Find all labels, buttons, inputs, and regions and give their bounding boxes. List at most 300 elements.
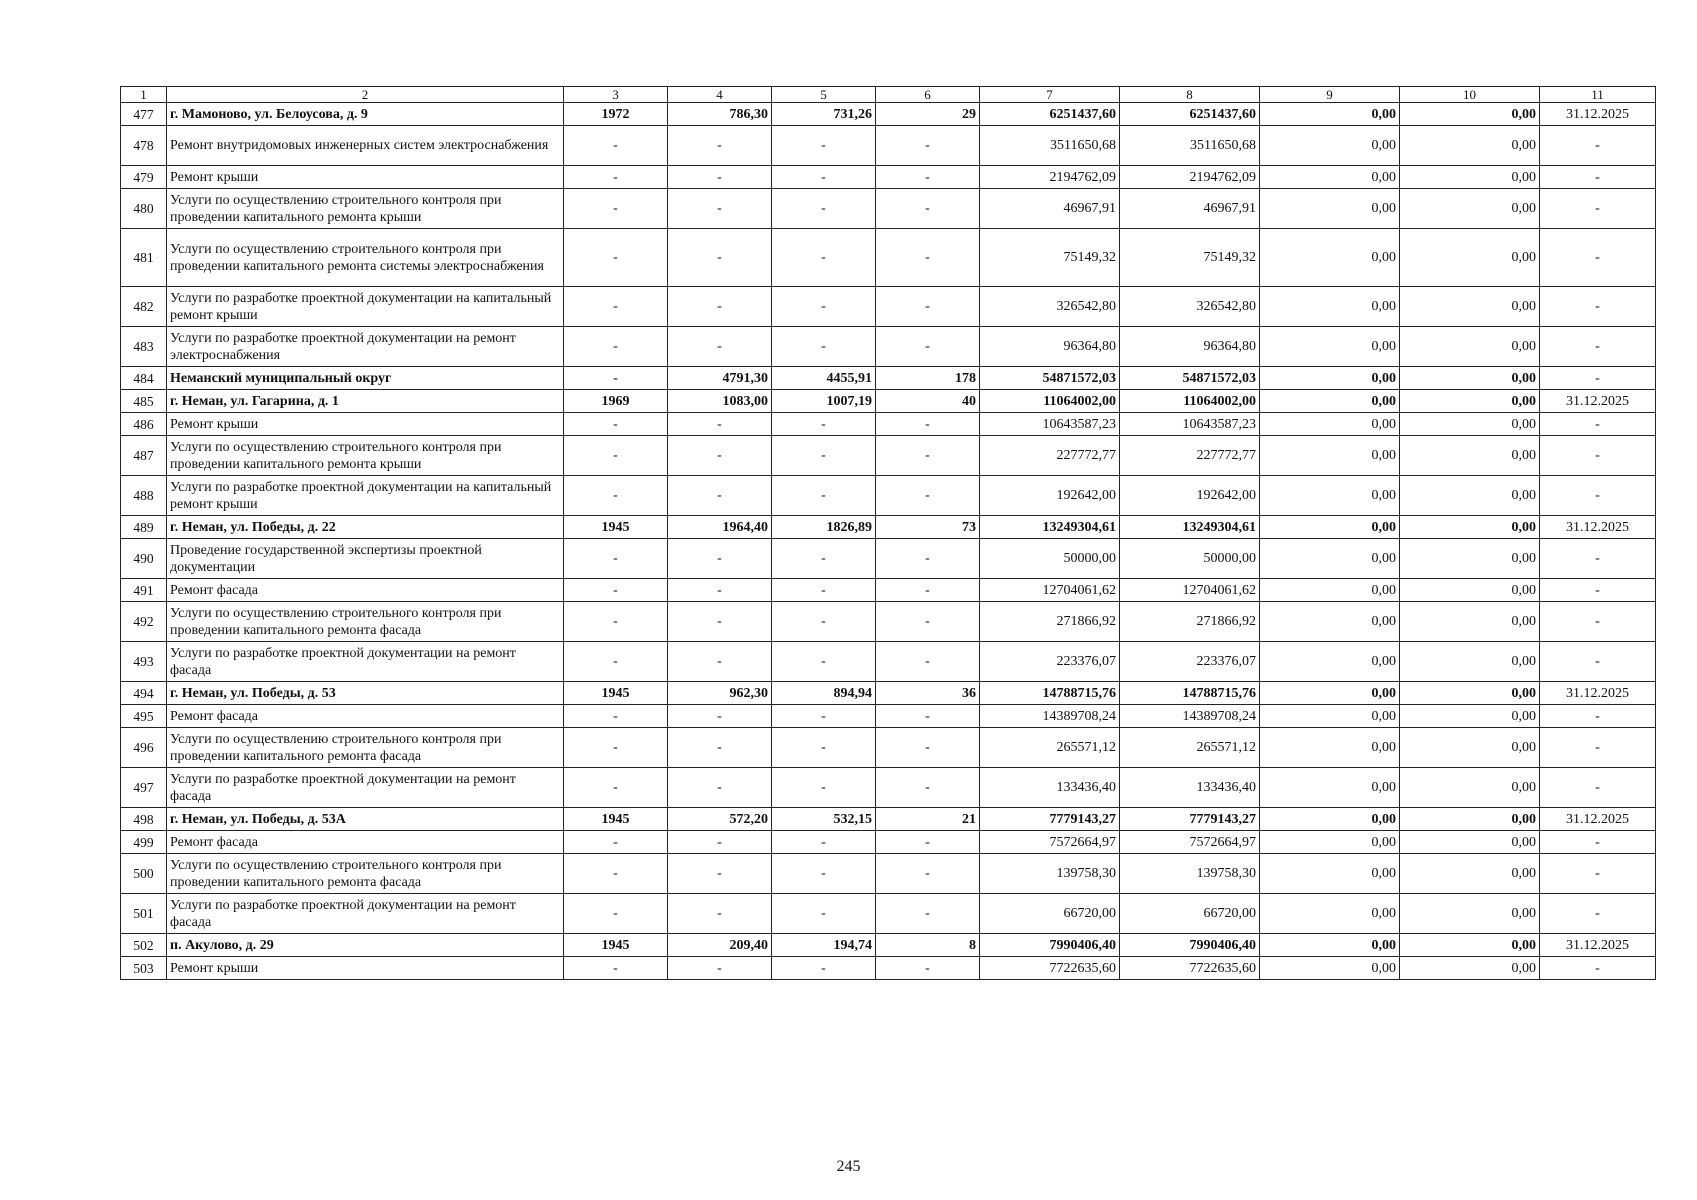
cell-col5: 4455,91 [772,367,876,390]
cell-col8: 13249304,61 [1120,516,1260,539]
item-name: Ремонт крыши [167,413,564,436]
cell-col5: - [772,642,876,682]
cell-col3: - [564,166,668,189]
cell-col4: - [668,642,772,682]
cell-col7: 7572664,97 [980,831,1120,854]
row-number: 500 [121,854,167,894]
cell-col11: - [1540,705,1656,728]
cell-col10: 0,00 [1400,516,1540,539]
cell-col3: - [564,413,668,436]
item-name: Ремонт крыши [167,166,564,189]
cell-col7: 14788715,76 [980,682,1120,705]
item-name: Услуги по осуществлению строительного контроля при проведении капитального ремонта системы электроснабжения [167,229,564,287]
cell-col11: 31.12.2025 [1540,682,1656,705]
row-number: 497 [121,768,167,808]
table-row [121,390,1656,413]
cell-col3: - [564,768,668,808]
cell-col9: 0,00 [1260,579,1400,602]
cell-col4: - [668,327,772,367]
cell-col4: 1083,00 [668,390,772,413]
cell-col10: 0,00 [1400,189,1540,229]
cell-col10: 0,00 [1400,808,1540,831]
cell-col3: 1945 [564,682,668,705]
cell-col4: - [668,413,772,436]
cell-col5: - [772,768,876,808]
item-name: Услуги по осуществлению строительного контроля при проведении капитального ремонта крыши [167,436,564,476]
cell-col4: - [668,894,772,934]
cell-col11: - [1540,768,1656,808]
cell-col9: 0,00 [1260,327,1400,367]
cell-col8: 7990406,40 [1120,934,1260,957]
cell-col7: 54871572,03 [980,367,1120,390]
cell-col9: 0,00 [1260,808,1400,831]
cell-col7: 271866,92 [980,602,1120,642]
cell-col11: - [1540,728,1656,768]
cell-col10: 0,00 [1400,957,1540,980]
table-row [121,894,1656,934]
table-row [121,831,1656,854]
cell-col3: - [564,957,668,980]
row-number: 499 [121,831,167,854]
cell-col11: 31.12.2025 [1540,390,1656,413]
cell-col10: 0,00 [1400,413,1540,436]
cell-col9: 0,00 [1260,539,1400,579]
cell-col6: - [876,189,980,229]
cell-col5: 194,74 [772,934,876,957]
column-header: 2 [167,87,564,103]
cell-col6: 40 [876,390,980,413]
cell-col4: 572,20 [668,808,772,831]
page-number: 245 [836,1158,861,1175]
cell-col3: - [564,229,668,287]
cell-col6: - [876,894,980,934]
cell-col4: - [668,602,772,642]
cell-col11: - [1540,126,1656,166]
cell-col9: 0,00 [1260,894,1400,934]
table-row [121,957,1656,980]
cell-col6: - [876,728,980,768]
table-row [121,367,1656,390]
cell-col9: 0,00 [1260,287,1400,327]
cell-col5: 532,15 [772,808,876,831]
cell-col5: - [772,476,876,516]
cell-col4: - [668,579,772,602]
cell-col11: - [1540,367,1656,390]
repair-program-table [120,86,1656,980]
cell-col7: 46967,91 [980,189,1120,229]
table-row [121,705,1656,728]
cell-col7: 7779143,27 [980,808,1120,831]
cell-col4: - [668,768,772,808]
cell-col10: 0,00 [1400,103,1540,126]
cell-col8: 7722635,60 [1120,957,1260,980]
row-number: 485 [121,390,167,413]
item-name: Услуги по разработке проектной документации на ремонт фасада [167,894,564,934]
cell-col10: 0,00 [1400,166,1540,189]
cell-col7: 326542,80 [980,287,1120,327]
row-number: 489 [121,516,167,539]
cell-col7: 12704061,62 [980,579,1120,602]
cell-col5: - [772,166,876,189]
column-header: 11 [1540,87,1656,103]
cell-col5: - [772,287,876,327]
cell-col4: - [668,539,772,579]
cell-col9: 0,00 [1260,642,1400,682]
cell-col7: 3511650,68 [980,126,1120,166]
cell-col3: - [564,894,668,934]
cell-col5: - [772,436,876,476]
cell-col11: - [1540,894,1656,934]
cell-col6: - [876,327,980,367]
cell-col8: 7572664,97 [1120,831,1260,854]
item-name: г. Неман, ул. Победы, д. 22 [167,516,564,539]
row-number: 501 [121,894,167,934]
cell-col10: 0,00 [1400,894,1540,934]
cell-col7: 66720,00 [980,894,1120,934]
item-name: г. Неман, ул. Победы, д. 53 [167,682,564,705]
cell-col8: 54871572,03 [1120,367,1260,390]
cell-col10: 0,00 [1400,682,1540,705]
cell-col11: 31.12.2025 [1540,103,1656,126]
cell-col4: 786,30 [668,103,772,126]
cell-col3: - [564,287,668,327]
cell-col6: - [876,476,980,516]
cell-col7: 6251437,60 [980,103,1120,126]
cell-col4: - [668,957,772,980]
row-number: 479 [121,166,167,189]
cell-col11: - [1540,229,1656,287]
cell-col7: 192642,00 [980,476,1120,516]
cell-col3: 1945 [564,808,668,831]
cell-col9: 0,00 [1260,166,1400,189]
cell-col9: 0,00 [1260,957,1400,980]
cell-col10: 0,00 [1400,287,1540,327]
cell-col6: 8 [876,934,980,957]
cell-col10: 0,00 [1400,476,1540,516]
cell-col8: 271866,92 [1120,602,1260,642]
table-body [121,87,1656,980]
cell-col10: 0,00 [1400,642,1540,682]
cell-col10: 0,00 [1400,367,1540,390]
cell-col11: - [1540,476,1656,516]
cell-col8: 66720,00 [1120,894,1260,934]
cell-col11: 31.12.2025 [1540,516,1656,539]
cell-col4: - [668,705,772,728]
cell-col4: - [668,831,772,854]
table-row [121,602,1656,642]
cell-col10: 0,00 [1400,705,1540,728]
item-name: Проведение государственной экспертизы проектной документации [167,539,564,579]
cell-col9: 0,00 [1260,705,1400,728]
table-row [121,126,1656,166]
cell-col11: 31.12.2025 [1540,934,1656,957]
cell-col4: 962,30 [668,682,772,705]
cell-col5: 731,26 [772,103,876,126]
column-header: 10 [1400,87,1540,103]
row-number: 491 [121,579,167,602]
cell-col7: 139758,30 [980,854,1120,894]
cell-col3: - [564,579,668,602]
cell-col5: 894,94 [772,682,876,705]
row-number: 498 [121,808,167,831]
row-number: 480 [121,189,167,229]
cell-col6: - [876,229,980,287]
cell-col11: - [1540,854,1656,894]
cell-col6: - [876,413,980,436]
cell-col7: 7990406,40 [980,934,1120,957]
cell-col7: 10643587,23 [980,413,1120,436]
cell-col10: 0,00 [1400,126,1540,166]
cell-col5: - [772,602,876,642]
cell-col3: - [564,854,668,894]
table-row [121,934,1656,957]
cell-col9: 0,00 [1260,728,1400,768]
row-number: 494 [121,682,167,705]
cell-col6: - [876,436,980,476]
cell-col9: 0,00 [1260,516,1400,539]
cell-col5: - [772,854,876,894]
row-number: 487 [121,436,167,476]
cell-col7: 13249304,61 [980,516,1120,539]
item-name: Ремонт крыши [167,957,564,980]
cell-col11: - [1540,413,1656,436]
column-header: 1 [121,87,167,103]
cell-col6: 73 [876,516,980,539]
cell-col3: 1969 [564,390,668,413]
cell-col6: - [876,166,980,189]
row-number: 492 [121,602,167,642]
cell-col9: 0,00 [1260,126,1400,166]
cell-col5: - [772,413,876,436]
cell-col9: 0,00 [1260,103,1400,126]
cell-col6: - [876,579,980,602]
row-number: 481 [121,229,167,287]
cell-col8: 223376,07 [1120,642,1260,682]
table-row [121,287,1656,327]
cell-col8: 6251437,60 [1120,103,1260,126]
cell-col8: 75149,32 [1120,229,1260,287]
cell-col3: - [564,602,668,642]
cell-col3: - [564,189,668,229]
cell-col7: 96364,80 [980,327,1120,367]
cell-col7: 7722635,60 [980,957,1120,980]
cell-col7: 227772,77 [980,436,1120,476]
cell-col11: - [1540,579,1656,602]
cell-col9: 0,00 [1260,854,1400,894]
cell-col6: 36 [876,682,980,705]
cell-col5: - [772,327,876,367]
cell-col5: - [772,728,876,768]
cell-col10: 0,00 [1400,934,1540,957]
table-row [121,166,1656,189]
cell-col3: - [564,476,668,516]
cell-col4: - [668,166,772,189]
cell-col8: 10643587,23 [1120,413,1260,436]
cell-col8: 11064002,00 [1120,390,1260,413]
table-row [121,808,1656,831]
cell-col5: 1007,19 [772,390,876,413]
table-row [121,436,1656,476]
table-row [121,413,1656,436]
cell-col3: - [564,705,668,728]
cell-col10: 0,00 [1400,831,1540,854]
cell-col6: 29 [876,103,980,126]
item-name: Ремонт фасада [167,705,564,728]
cell-col3: - [564,642,668,682]
column-header: 4 [668,87,772,103]
cell-col10: 0,00 [1400,579,1540,602]
cell-col11: - [1540,831,1656,854]
cell-col9: 0,00 [1260,682,1400,705]
cell-col4: - [668,476,772,516]
cell-col11: - [1540,957,1656,980]
cell-col3: 1945 [564,516,668,539]
cell-col5: - [772,957,876,980]
item-name: Услуги по разработке проектной документации на ремонт электроснабжения [167,327,564,367]
item-name: п. Акулово, д. 29 [167,934,564,957]
cell-col10: 0,00 [1400,390,1540,413]
cell-col9: 0,00 [1260,768,1400,808]
cell-col9: 0,00 [1260,229,1400,287]
cell-col8: 50000,00 [1120,539,1260,579]
cell-col3: - [564,831,668,854]
cell-col5: - [772,831,876,854]
cell-col11: - [1540,189,1656,229]
item-name: Услуги по осуществлению строительного контроля при проведении капитального ремонта фасада [167,854,564,894]
cell-col3: - [564,126,668,166]
cell-col8: 133436,40 [1120,768,1260,808]
table-row [121,103,1656,126]
item-name: Услуги по осуществлению строительного контроля при проведении капитального ремонта крыши [167,189,564,229]
cell-col10: 0,00 [1400,436,1540,476]
cell-col3: - [564,728,668,768]
row-number: 496 [121,728,167,768]
column-header: 3 [564,87,668,103]
cell-col7: 14389708,24 [980,705,1120,728]
item-name: Ремонт внутридомовых инженерных систем электроснабжения [167,126,564,166]
cell-col10: 0,00 [1400,539,1540,579]
cell-col4: 1964,40 [668,516,772,539]
table-row [121,516,1656,539]
cell-col10: 0,00 [1400,327,1540,367]
cell-col6: - [876,957,980,980]
cell-col5: - [772,229,876,287]
cell-col8: 265571,12 [1120,728,1260,768]
column-number-header-row [121,87,1656,103]
row-number: 502 [121,934,167,957]
cell-col8: 12704061,62 [1120,579,1260,602]
row-number: 495 [121,705,167,728]
table-row [121,579,1656,602]
table-row [121,682,1656,705]
cell-col5: - [772,705,876,728]
cell-col7: 50000,00 [980,539,1120,579]
cell-col9: 0,00 [1260,476,1400,516]
table-row [121,189,1656,229]
cell-col8: 227772,77 [1120,436,1260,476]
cell-col5: - [772,539,876,579]
item-name: Услуги по разработке проектной документации на капитальный ремонт крыши [167,287,564,327]
cell-col10: 0,00 [1400,602,1540,642]
cell-col9: 0,00 [1260,602,1400,642]
cell-col6: - [876,642,980,682]
cell-col3: - [564,436,668,476]
column-header: 5 [772,87,876,103]
column-header: 9 [1260,87,1400,103]
cell-col9: 0,00 [1260,413,1400,436]
cell-col5: - [772,189,876,229]
cell-col11: - [1540,602,1656,642]
item-name: Неманский муниципальный округ [167,367,564,390]
cell-col11: - [1540,287,1656,327]
cell-col7: 133436,40 [980,768,1120,808]
cell-col10: 0,00 [1400,768,1540,808]
cell-col10: 0,00 [1400,229,1540,287]
table-row [121,229,1656,287]
row-number: 488 [121,476,167,516]
cell-col9: 0,00 [1260,436,1400,476]
cell-col8: 3511650,68 [1120,126,1260,166]
row-number: 483 [121,327,167,367]
table-row [121,476,1656,516]
cell-col3: - [564,539,668,579]
cell-col3: - [564,327,668,367]
cell-col3: 1945 [564,934,668,957]
item-name: г. Неман, ул. Победы, д. 53А [167,808,564,831]
item-name: Услуги по осуществлению строительного контроля при проведении капитального ремонта фасада [167,728,564,768]
cell-col8: 7779143,27 [1120,808,1260,831]
table-row [121,642,1656,682]
cell-col4: 4791,30 [668,367,772,390]
cell-col4: 209,40 [668,934,772,957]
cell-col7: 223376,07 [980,642,1120,682]
cell-col8: 326542,80 [1120,287,1260,327]
column-header: 6 [876,87,980,103]
table-row [121,327,1656,367]
cell-col5: - [772,579,876,602]
cell-col3: - [564,367,668,390]
cell-col9: 0,00 [1260,390,1400,413]
cell-col6: 21 [876,808,980,831]
cell-col5: - [772,126,876,166]
cell-col6: - [876,539,980,579]
table-row [121,854,1656,894]
cell-col8: 14389708,24 [1120,705,1260,728]
item-name: Услуги по разработке проектной документации на ремонт фасада [167,768,564,808]
table-row [121,768,1656,808]
cell-col4: - [668,728,772,768]
item-name: Услуги по осуществлению строительного контроля при проведении капитального ремонта фасада [167,602,564,642]
row-number: 493 [121,642,167,682]
item-name: г. Мамоново, ул. Белоусова, д. 9 [167,103,564,126]
cell-col11: 31.12.2025 [1540,808,1656,831]
cell-col7: 11064002,00 [980,390,1120,413]
cell-col5: - [772,894,876,934]
row-number: 478 [121,126,167,166]
cell-col11: - [1540,642,1656,682]
cell-col4: - [668,189,772,229]
cell-col5: 1826,89 [772,516,876,539]
cell-col11: - [1540,166,1656,189]
cell-col7: 2194762,09 [980,166,1120,189]
column-header: 7 [980,87,1120,103]
table-row [121,728,1656,768]
document-sheet [120,86,1655,980]
cell-col8: 96364,80 [1120,327,1260,367]
item-name: Ремонт фасада [167,579,564,602]
table-row [121,539,1656,579]
item-name: Услуги по разработке проектной документации на капитальный ремонт крыши [167,476,564,516]
